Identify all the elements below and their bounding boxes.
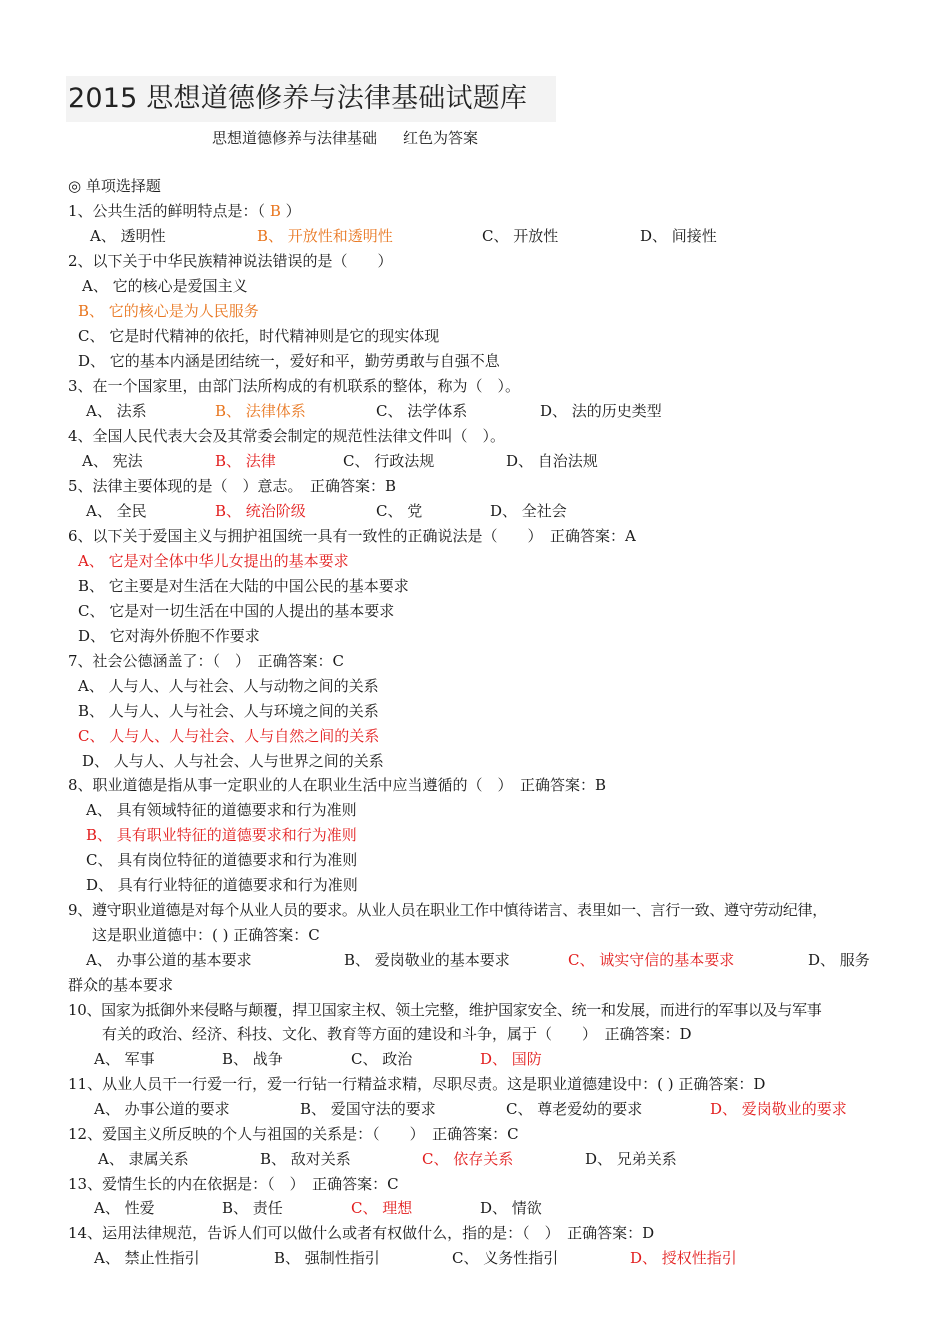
question-12-option-c: C、 依存关系 [422,1150,514,1168]
question-5-option-c: C、 党 [376,502,423,520]
question-2-option-a: A、 它的核心是爱国主义 [82,277,248,295]
question-7-stem: 7、社会公德涵盖了：（ ） 正确答案：C [68,652,345,670]
question-8-option-a: A、 具有领域特征的道德要求和行为准则 [86,801,357,819]
question-10-option-c: C、 政治 [351,1050,413,1068]
question-7-option-d: D、 人与人、人与社会、人与世界之间的关系 [82,752,384,770]
question-1-option-d: D、 间接性 [640,227,717,245]
question-12-option-d: D、 兄弟关系 [585,1150,677,1168]
question-7-option-c: C、 人与人、人与社会、人与自然之间的关系 [78,727,380,745]
question-5-option-b: B、 统治阶级 [215,502,306,520]
question-1-stem: 1、公共生活的鲜明特点是：（ B ） [68,202,301,220]
question-7-option-b: B、 人与人、人与社会、人与环境之间的关系 [78,702,379,720]
question-11-option-d: D、 爱岗敬业的要求 [710,1100,847,1118]
question-12-stem: 12、爱国主义所反映的个人与祖国的关系是：（ ） 正确答案：C [68,1125,519,1143]
question-3-option-a: A、 法系 [86,402,147,420]
question-3-option-c: C、 法学体系 [376,402,468,420]
question-12-option-a: A、 隶属关系 [98,1150,189,1168]
question-10-option-d: D、 国防 [480,1050,542,1068]
question-9-stem-line2: 这是职业道德中：( ) 正确答案：C [92,926,320,944]
question-9-option-a: A、 办事公道的基本要求 [86,951,252,969]
question-13-option-c: C、 理想 [351,1199,413,1217]
question-13-option-b: B、 责任 [222,1199,283,1217]
question-4-option-a: A、 宪法 [82,452,143,470]
question-5-option-d: D、 全社会 [490,502,567,520]
question-11-stem: 11、从业人员干一行爱一行，爱一行钻一行精益求精，尽职尽责。这是职业道德建设中：( ) 正确答案：D [68,1075,766,1093]
question-8-option-d: D、 具有行业特征的道德要求和行为准则 [86,876,358,894]
page-subtitle [212,127,478,148]
question-1-answer: B [269,202,281,220]
question-3-option-b: B、 法律体系 [215,402,306,420]
question-14-option-a: A、 禁止性指引 [94,1249,200,1267]
question-6-option-d: D、 它对海外侨胞不作要求 [78,627,260,645]
question-6-option-a: A、 它是对全体中华儿女提出的基本要求 [78,552,349,570]
question-4-option-d: D、 自治法规 [506,452,598,470]
question-9-option-c: C、 诚实守信的基本要求 [568,951,735,969]
section-heading: ◎ 单项选择题 [68,177,161,195]
question-2-option-d: D、 它的基本内涵是团结统一，爱好和平，勤劳勇敢与自强不息 [78,352,500,370]
question-1-option-c: C、 开放性 [482,227,559,245]
question-11-option-b: B、 爱国守法的要求 [300,1100,436,1118]
question-3-stem: 3、在一个国家里，由部门法所构成的有机联系的整体，称为（ ）。 [68,377,521,395]
question-10-option-b: B、 战争 [222,1050,283,1068]
question-8-option-c: C、 具有岗位特征的道德要求和行为准则 [86,851,358,869]
question-13-option-a: A、 性爱 [94,1199,155,1217]
question-10-stem-line1: 10、国家为抵御外来侵略与颠覆，捍卫国家主权、领土完整，维护国家安全、统一和发展，而进行的军事以及与军事 [68,1001,822,1019]
question-8-option-b: B、 具有职业特征的道德要求和行为准则 [86,826,357,844]
question-14-stem: 14、运用法律规范，告诉人们可以做什么或者有权做什么，指的是：（ ） 正确答案：D [68,1224,655,1242]
question-11-option-a: A、 办事公道的要求 [94,1100,230,1118]
question-8-stem: 8、职业道德是指从事一定职业的人在职业生活中应当遵循的（ ） 正确答案：B [68,776,607,794]
question-4-stem: 4、全国人民代表大会及其常委会制定的规范性法律文件叫（ ）。 [68,427,506,445]
question-9-option-d: D、 服务 [808,951,870,969]
question-10-option-a: A、 军事 [94,1050,155,1068]
question-2-stem: 2、以下关于中华民族精神说法错误的是（ ） [68,252,393,270]
question-1-option-a: A、 透明性 [90,227,166,245]
question-9-option-d-cont: 群众的基本要求 [68,976,174,994]
question-13-option-d: D、 情欲 [480,1199,542,1217]
question-14-option-d: D、 授权性指引 [630,1249,737,1267]
page-title: 2015 思想道德修养与法律基础试题库 [68,83,528,114]
question-4-option-c: C、 行政法规 [343,452,435,470]
question-14-option-b: B、 强制性指引 [274,1249,380,1267]
question-1-option-b: B、 开放性和透明性 [257,227,393,245]
question-3-option-d: D、 法的历史类型 [540,402,662,420]
question-14-option-c: C、 义务性指引 [452,1249,559,1267]
question-6-stem: 6、以下关于爱国主义与拥护祖国统一具有一致性的正确说法是（ ） 正确答案：A [68,527,636,545]
question-9-stem-line1: 9、遵守职业道德是对每个从业人员的要求。从业人员在职业工作中慎待诺言、表里如一、言行一致、遵守劳动纪律， [68,901,827,919]
question-6-option-b: B、 它主要是对生活在大陆的中国公民的基本要求 [78,577,409,595]
subtitle-course: 思想道德修养与法律基础 [212,129,378,147]
question-11-option-c: C、 尊老爱幼的要求 [506,1100,643,1118]
question-6-option-c: C、 它是对一切生活在中国的人提出的基本要求 [78,602,395,620]
subtitle-note: 红色为答案 [403,129,479,147]
question-4-option-b: B、 法律 [215,452,276,470]
question-12-option-b: B、 敌对关系 [260,1150,351,1168]
question-10-stem-line2: 有关的政治、经济、科技、文化、教育等方面的建设和斗争，属于（ ） 正确答案：D [102,1025,692,1043]
question-2-option-b: B、 它的核心是为人民服务 [78,302,259,320]
question-7-option-a: A、 人与人、人与社会、人与动物之间的关系 [78,677,379,695]
question-5-option-a: A、 全民 [86,502,147,520]
question-13-stem: 13、爱情生长的内在依据是：（ ） 正确答案：C [68,1175,399,1193]
question-5-stem: 5、法律主要体现的是（ ）意志。 正确答案：B [68,477,397,495]
question-2-option-c: C、 它是时代精神的依托，时代精神则是它的现实体现 [78,327,440,345]
question-9-option-b: B、 爱岗敬业的基本要求 [344,951,510,969]
